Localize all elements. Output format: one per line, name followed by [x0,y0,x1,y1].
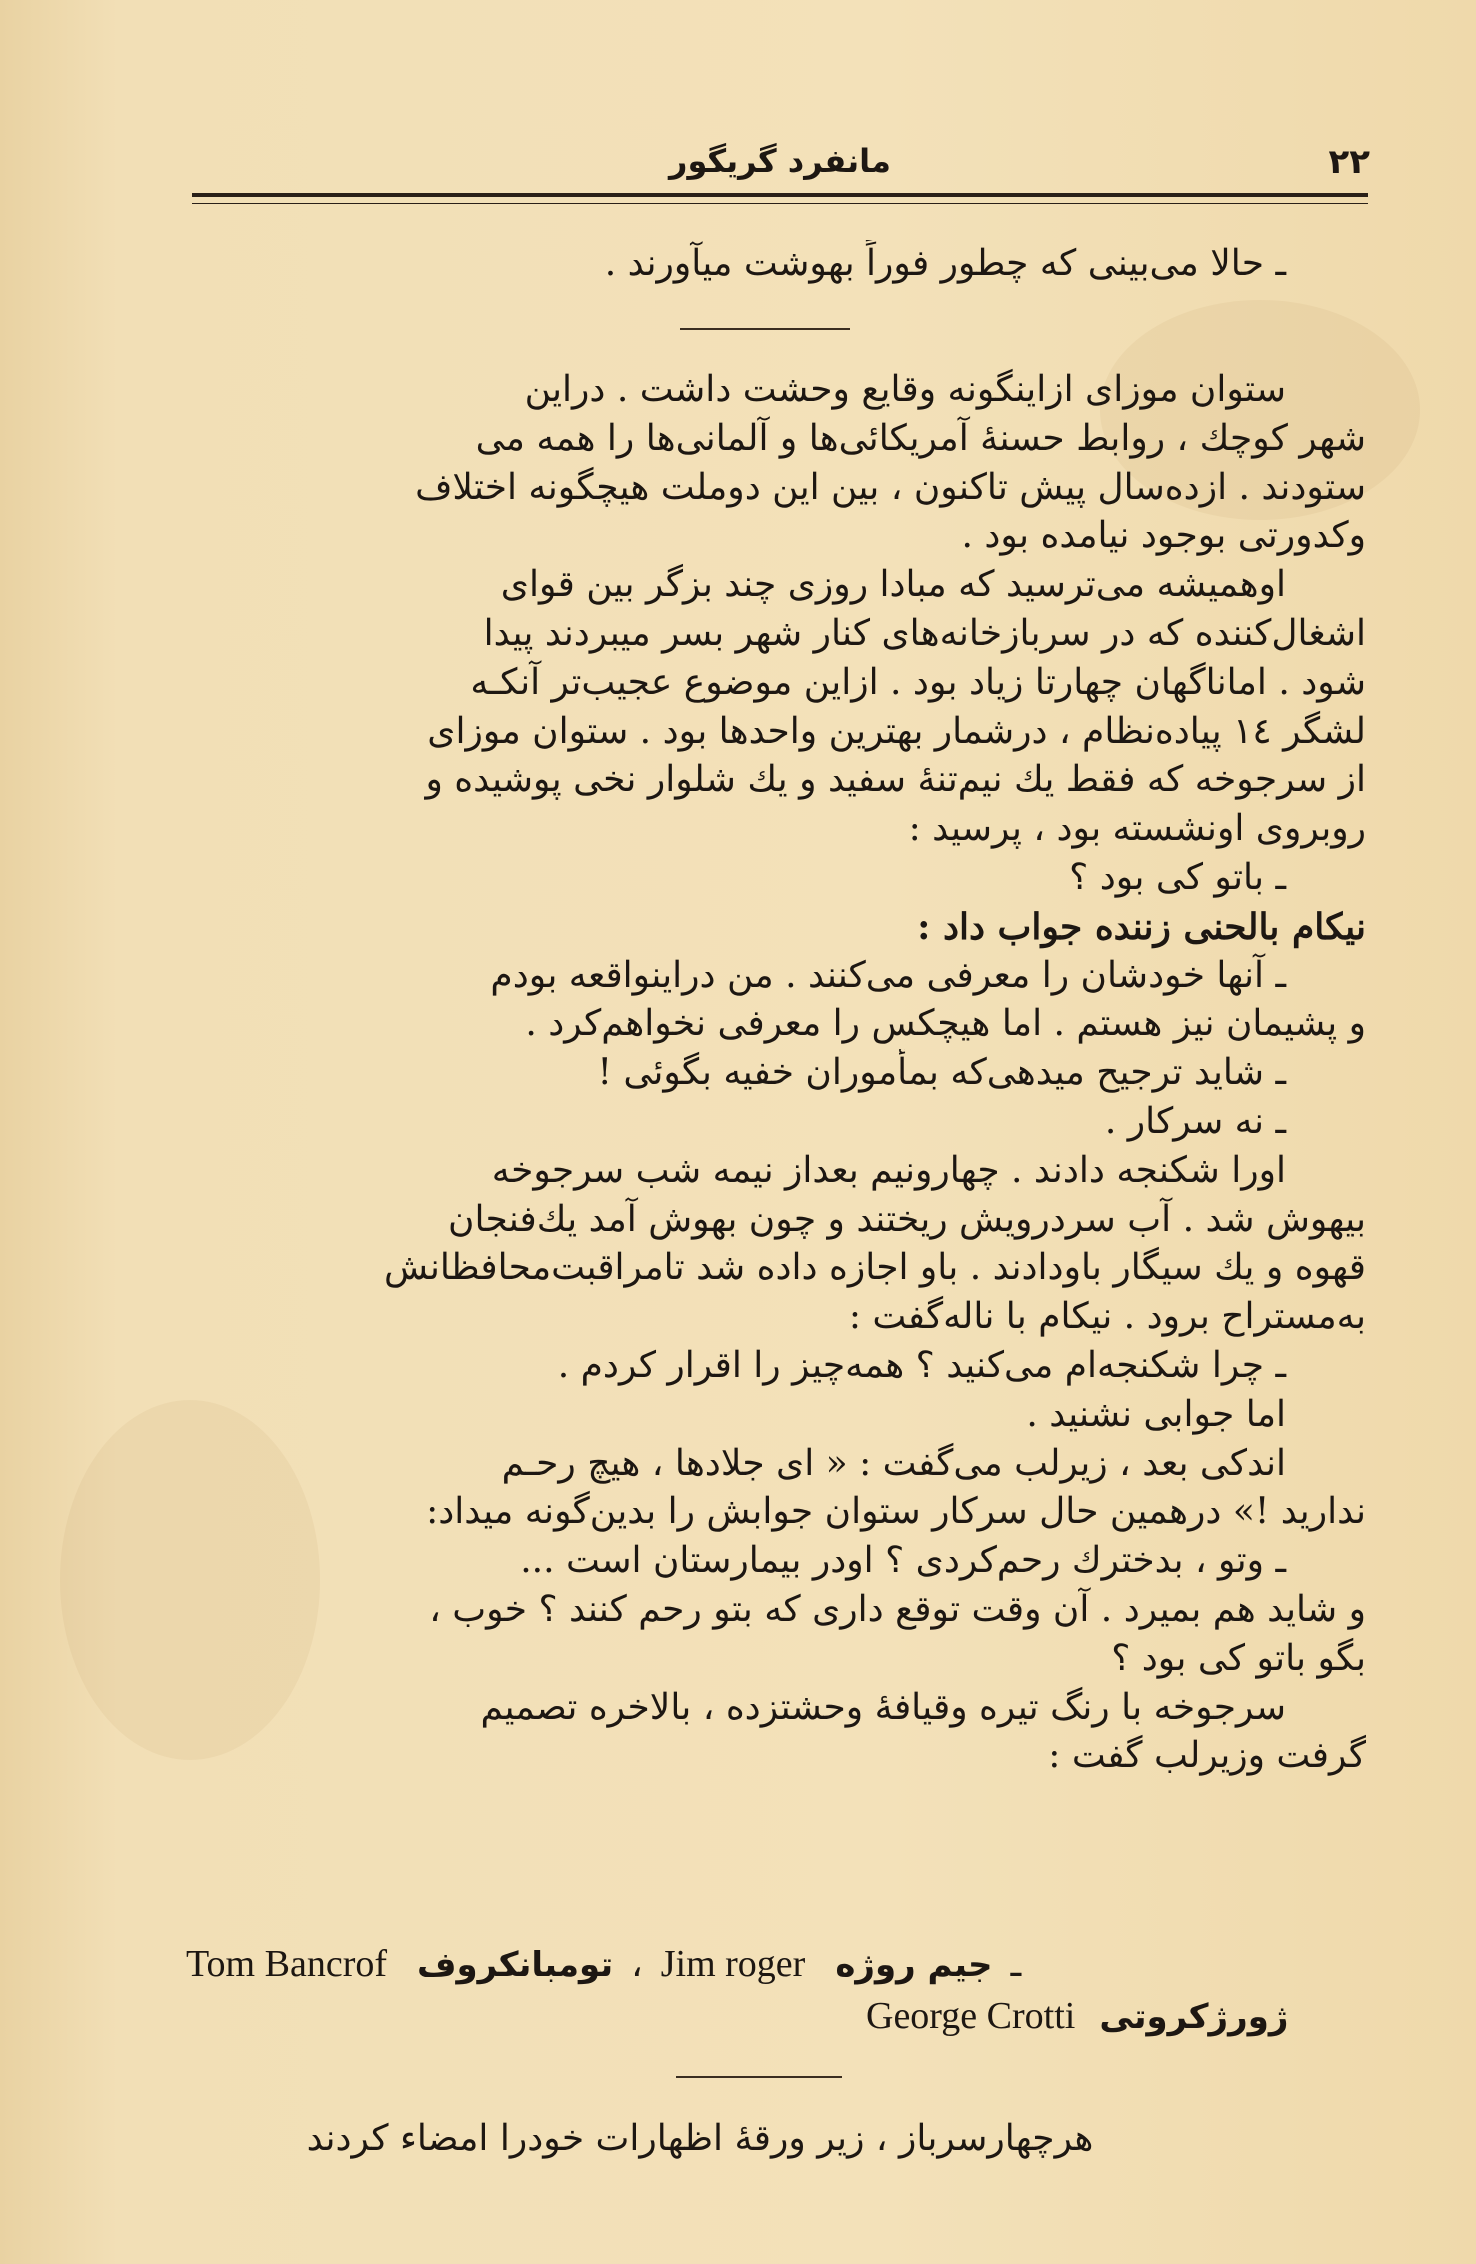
names-list [186,1938,1366,2042]
text-line: شود . اماناگهان چهارتا زیاد بود . ازاین موضوع عجیب‌تر آنکـه [470,661,1366,703]
text-line: ستودند . ازده‌سال پیش تاکنون ، بین این دوملت هیچگونه اختلاف [415,466,1366,508]
text-line: گرفت وزیرلب گفت : [1048,1735,1366,1777]
name-persian-tom: تومبانکروف [417,1945,614,1985]
text-line: از سرجوخه که فقط یك نیم‌تنهٔ سفید و یك شلوار نخی پوشیده و [425,759,1366,801]
text-line: اندکی بعد ، زیرلب می‌گفت : « ای جلادها ، هیچ رحـم [501,1442,1286,1484]
header-rule-thin [192,203,1368,204]
text-line: نیکام بالحنی زننده جواب داد : [917,905,1366,948]
text-line: سرجوخه با رنگ تیره وقیافهٔ وحشتزده ، بالاخره تصمیم [480,1686,1286,1728]
name-persian-jim: جیم روژه [835,1945,993,1985]
page-number: ۲۲ [1328,142,1370,182]
text-line: ندارید !» درهمین حال سرکار ستوان جوابش را بدین‌گونه میداد: [426,1491,1366,1533]
name-separator: ، [631,1944,643,1985]
names-row-1 [186,1938,1366,1990]
text-line: بیهوش شد . آب سردرویش ریختند و چون بهوش آمد یك‌فنجان [448,1198,1366,1240]
section-separator [676,2076,842,2078]
section-separator [680,328,850,330]
text-line: و پشیمان نیز هستم . اما هیچکس را معرفی نخواهم‌کرد . [525,1003,1366,1045]
text-line: ستوان موزای ازاینگونه وقایع وحشت داشت . دراین [524,369,1286,410]
text-line: بگو باتو کی بود ؟ [1111,1637,1366,1679]
name-latin-tom: Tom Bancrof [186,1943,388,1985]
opening-paragraph [190,240,1366,289]
text-line: به‌مستراح برود . نیکام با ناله‌گفت : [848,1296,1366,1338]
text-line: ـ باتو کی بود ؟ [1069,856,1286,898]
closing-line: هرچهارسرباز ، زیر ورقهٔ اظهارات خودرا امضاء کردند [306,2118,1094,2159]
page-header [190,136,1370,186]
text-line: ـ نه سرکار . [1104,1100,1286,1142]
text-line: ـ آنها خودشان را معرفی می‌کنند . من دراینواقعه بودم [490,954,1286,996]
running-title: مانفرد گریگور [669,142,891,180]
text-line: شهر کوچك ، روابط حسنهٔ آمریکائی‌ها و آلمانی‌ها را همه می [475,417,1366,459]
text-line: اشغال‌کننده که در سربازخانه‌های کنار شهر بسر میبردند پیدا [483,612,1366,654]
name-persian-george: ژورژکروتی [1099,1997,1289,2037]
text-line: ـ حالا می‌بینی که چطور فوراً بهوشت میآورند . [604,243,1286,284]
text-line: ـ شاید ترجیح میدهی‌که بمأموران خفیه بگوئی ! [597,1052,1286,1094]
text-line: روبروی اونشسته بود ، پرسید : [908,808,1366,850]
text-line: اوهمیشه می‌ترسید که مبادا روزی چند بزگر بین قوای [500,564,1286,606]
dialogue-dash: ـ [1010,1944,1022,1985]
text-line: وکدورتی بوجود نیامده بود . [961,515,1366,557]
header-rule-thick [192,193,1368,197]
text-line: ـ وتو ، بدخترك رحم‌کردی ؟ اودر بیمارستان است ... [520,1540,1286,1582]
text-line: لشگر ۱٤ پیاده‌نظام ، درشمار بهترین واحدها بود . ستوان موزای [427,710,1366,752]
name-latin-george: George Crotti [866,1995,1076,2037]
text-line: اما جوابی نشنید . [1026,1393,1286,1435]
text-line: ـ چرا شکنجه‌ام می‌کنید ؟ همه‌چیز را اقرار کردم . [557,1344,1286,1386]
text-line: و شاید هم بمیرد . آن وقت توقع داری که بتو رحم کنند ؟ خوب ، [429,1588,1366,1630]
name-latin-jim: Jim roger [660,1943,806,1985]
body-text [190,366,1366,1781]
names-row-2 [186,1990,1366,2042]
text-line: قهوه و یك سیگار باودادند . باو اجازه داده شد تامراقبت‌محافظانش [383,1247,1366,1289]
text-line: اورا شکنجه دادند . چهارونیم بعداز نیمه شب سرجوخه [491,1149,1286,1191]
